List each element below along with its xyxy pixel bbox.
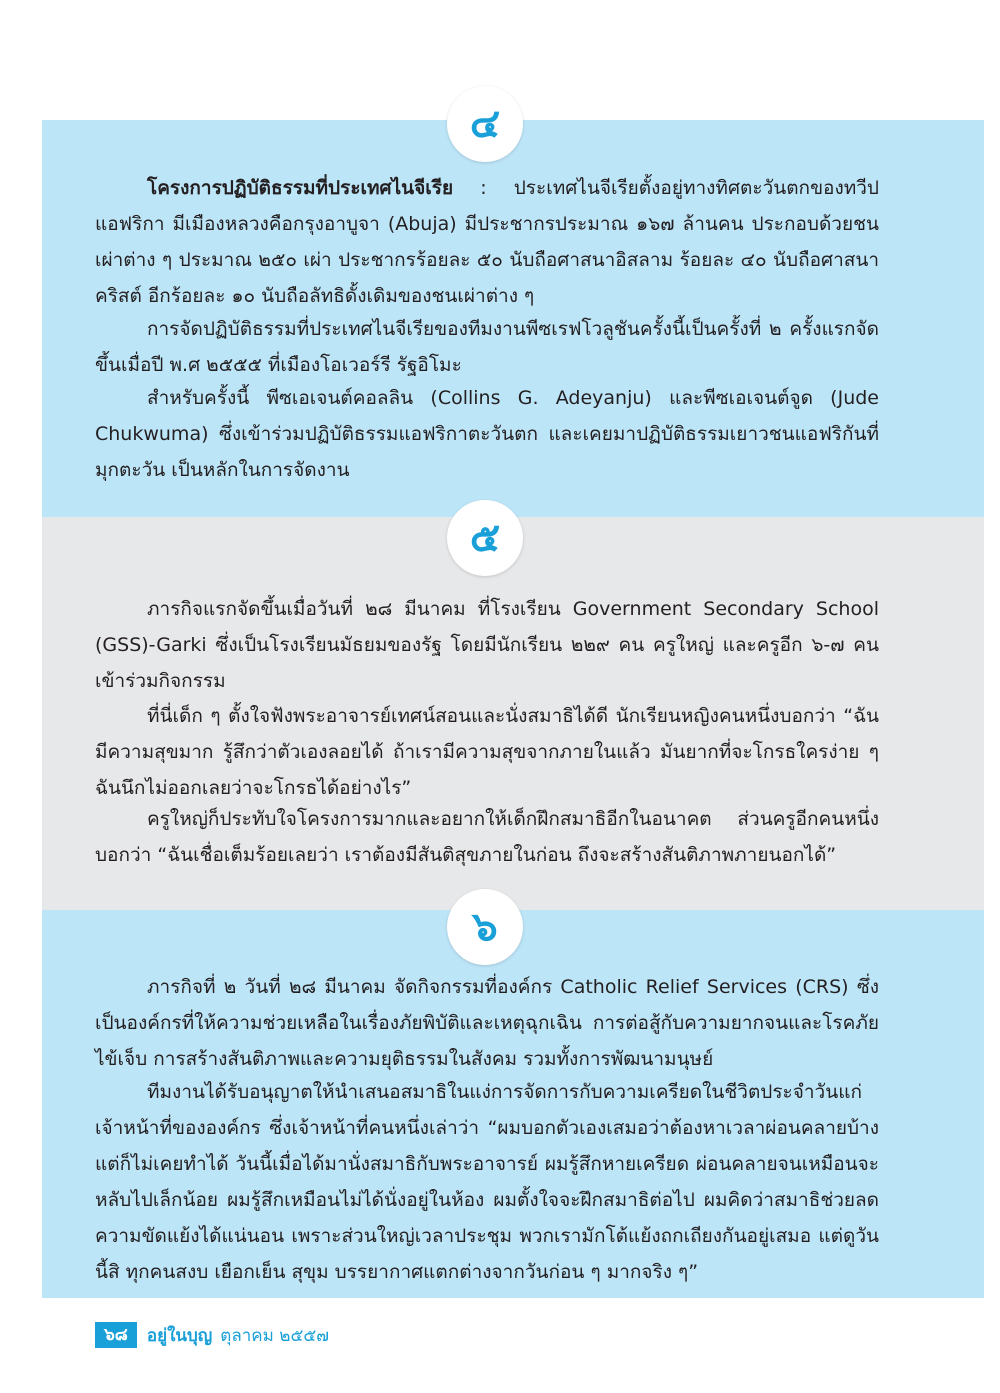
paragraph: การจัดปฏิบัติธรรมที่ประเทศไนจีเรียของทีมงานพีซเรฟโวลูชันครั้งนี้เป็นครั้งที่ ๒ ครั้งแรกจัดขึ้นเมื่อปี พ.ศ ๒๕๕๕ ที่เมืองโอเวอร์รี รัฐอิโมะ: [95, 318, 879, 376]
section-number-badge: ๕: [447, 500, 523, 576]
paragraph: ภารกิจแรกจัดขึ้นเมื่อวันที่ ๒๘ มีนาคม ที่โรงเรียน Government Secondary School (GSS)-Garki ซึ่งเป็นโรงเรียนมัธยมของรัฐ โดยมีนักเรียน ๒๒๙ คน ครูใหญ่ และครูอีก ๖-๗ คน เข้าร่วมกิจกรรม: [95, 598, 879, 692]
paragraph-body: : ประเทศไนจีเรียตั้งอยู่ทางทิศตะวันตกของทวีปแอฟริกา มีเมืองหลวงคือกรุงอาบูจา (Abuja) มีประชากรประมาณ ๑๖๗ ล้านคน ประกอบด้วยชนเผ่าต่าง ๆ ประมาณ ๒๕๐ เผ่า ประชากรร้อยละ ๕๐ นับถือศาสนาอิสลาม ร้อยละ ๔๐ นับถือศาสนาคริสต์ อีกร้อยละ ๑๐ นับถือลัทธิดั้งเดิมของชนเผ่าต่าง ๆ: [95, 177, 879, 307]
issue-date: ตุลาคม ๒๕๕๗: [220, 1325, 329, 1346]
section-number-badge: ๔: [447, 86, 523, 162]
page-footer: [95, 1322, 329, 1348]
paragraph: ครูใหญ่ก็ประทับใจโครงการมากและอยากให้เด็กฝึกสมาธิอีกในอนาคต ส่วนครูอีกคนหนึ่งบอกว่า “ฉันเชื่อเต็มร้อยเลยว่า เราต้องมีสันติสุขภายในก่อน ถึงจะสร้างสันติภาพภายนอกได้”: [95, 808, 879, 866]
paragraph: ภารกิจที่ ๒ วันที่ ๒๘ มีนาคม จัดกิจกรรมที่องค์กร Catholic Relief Services (CRS) ซึ่งเป็นองค์กรที่ให้ความช่วยเหลือในเรื่องภัยพิบัติและเหตุฉุกเฉิน การต่อสู้กับความยากจนและโรคภัยไข้เจ็บ การสร้างสันติภาพและความยุติธรรมในสังคม รวมทั้งการพัฒนามนุษย์: [95, 976, 879, 1070]
paragraph: ทีมงานได้รับอนุญาตให้นำเสนอสมาธิในแง่การจัดการกับความเครียดในชีวิตประจำวันแก่เจ้าหน้าที่ขององค์กร ซึ่งเจ้าหน้าที่คนหนึ่งเล่าว่า “ผมบอกตัวเองเสมอว่าต้องหาเวลาผ่อนคลายบ้าง แต่ก็ไม่เคยทำได้ วันนี้เมื่อได้มานั่งสมาธิกับพระอาจารย์ ผมรู้สึกหายเครียด ผ่อนคลายจนเหมือนจะหลับไปเล็กน้อย ผมรู้สึกเหมือนไม่ได้นั่งอยู่ในห้อง ผมตั้งใจจะฝึกสมาธิต่อไป ผมคิดว่าสมาธิช่วยลดความขัดแย้งได้แน่นอน เพราะส่วนใหญ่เวลาประชุม พวกเรามักโต้แย้งถกเถียงกันอยู่เสมอ แต่ดูวันนี้สิ ทุกคนสงบ เยือกเย็น สุขุม บรรยากาศแตกต่างจากวันก่อน ๆ มากจริง ๆ”: [95, 1081, 879, 1283]
paragraph-title: โครงการปฏิบัติธรรมที่ประเทศไนจีเรีย: [147, 177, 454, 199]
section-number-badge: ๖: [447, 889, 523, 965]
paragraph: ที่นี่เด็ก ๆ ตั้งใจฟังพระอาจารย์เทศน์สอนและนั่งสมาธิได้ดี นักเรียนหญิงคนหนึ่งบอกว่า “ฉันมีความสุขมาก รู้สึกว่าตัวเองลอยได้ ถ้าเรามีความสุขจากภายในแล้ว มันยากที่จะโกรธใครง่าย ๆ ฉันนึกไม่ออกเลยว่าจะโกรธได้อย่างไร”: [95, 705, 879, 799]
paragraph: [95, 170, 879, 314]
page-number: ๖๘: [95, 1322, 137, 1348]
magazine-name: อยู่ในบุญ: [146, 1325, 213, 1346]
paragraph: สำหรับครั้งนี้ พีซเอเจนต์คอลลิน (Collins G. Adeyanju) และพีซเอเจนต์จูด (Jude Chukwuma) ซึ่งเข้าร่วมปฏิบัติธรรมแอฟริกาตะวันตก และเคยมาปฏิบัติธรรมเยาวชนแอฟริกันที่มุกตะวัน เป็นหลักในการจัดงาน: [95, 387, 879, 481]
